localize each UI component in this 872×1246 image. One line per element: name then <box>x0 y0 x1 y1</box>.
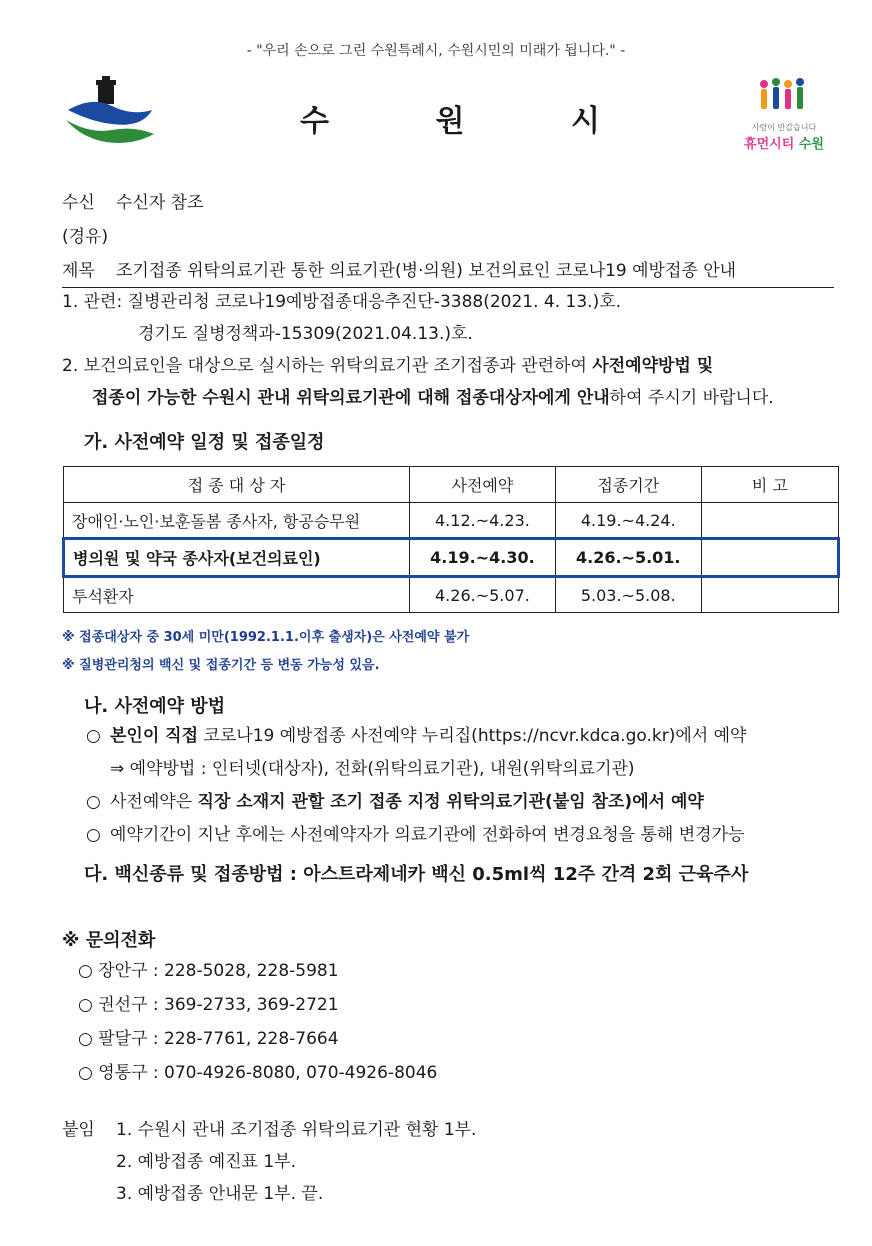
org-title-char: 수 <box>300 104 329 139</box>
attachment-text: 2. 예방접종 예진표 1부. <box>116 1152 297 1172</box>
table-header: 접종기간 <box>555 467 701 503</box>
table-cell: 4.26.~5.07. <box>410 577 556 613</box>
org-title-char: 시 <box>571 104 600 139</box>
attachment-item <box>62 1146 476 1178</box>
table-header: 사전예약 <box>410 467 556 503</box>
table-cell: 투석환자 <box>64 577 410 613</box>
logo-brand-text: 휴먼시티 <box>744 137 795 152</box>
table-cell <box>701 577 838 613</box>
table-header: 비 고 <box>701 467 838 503</box>
table-cell <box>701 503 838 539</box>
contact-item: ○ 팔달구 : 228-7761, 228-7664 <box>78 1029 339 1049</box>
humancity-logo <box>734 78 834 152</box>
age-restriction-note: ※ 접종대상자 중 30세 미만(1992.1.1.이후 출생자)은 사전예약 불가 <box>62 630 470 645</box>
slogan: - "우리 손으로 그린 수원특례시, 수원시민의 미래가 됩니다." - <box>246 43 626 59</box>
table-cell <box>701 539 838 577</box>
organization-title <box>300 96 600 140</box>
list-subitem <box>86 753 846 786</box>
section-da-title: 다. 백신종류 및 접종방법 : 아스트라제네카 백신 0.5ml씩 12주 간격 2회 근육주사 <box>84 864 749 885</box>
table-cell: 병의원 및 약국 종사자(보건의료인) <box>64 539 410 577</box>
request-text-b: 사전예약방법 및 <box>592 356 714 376</box>
humancity-suwon-people-icon <box>754 78 814 116</box>
table-cell: 4.19.~4.30. <box>410 539 556 577</box>
logo-brand <box>744 137 824 152</box>
contact-item: ○ 영통구 : 070-4926-8080, 070-4926-8046 <box>78 1063 438 1083</box>
suwon-city-emblem-icon <box>62 76 158 146</box>
item2-pre: 사전예약은 <box>110 792 198 812</box>
schedule-table <box>62 466 840 613</box>
list-item <box>86 819 846 852</box>
table-cell: 5.03.~5.08. <box>555 577 701 613</box>
item1-sub: ⇒ 예약방법 : 인터넷(대상자), 전화(위탁의료기관), 내원(위탁의료기관) <box>110 759 635 779</box>
attachments-label: 붙임 <box>62 1120 95 1140</box>
table-header-row <box>64 467 839 503</box>
reference-line-1: 1. 관련: 질병관리청 코로나19예방접종대응추진단-3388(2021. 4. 13.)호. <box>62 292 622 312</box>
reference-line-2: 경기도 질병정책과-15309(2021.04.13.)호. <box>138 324 473 344</box>
list-item <box>86 786 846 819</box>
request-text-d: 하여 주시기 바랍니다. <box>609 388 774 408</box>
recipient-value: 수신자 참조 <box>116 193 204 213</box>
item2-bold: 직장 소재지 관할 조기 접종 지정 위탁의료기관(붙임 참조)에서 예약 <box>197 792 704 812</box>
item1-rest: 코로나19 예방접종 사전예약 누리집(https://ncvr.kdca.go.kr)에서 예약 <box>198 726 747 746</box>
table-row <box>64 503 839 539</box>
attachment-item <box>62 1114 476 1146</box>
contact-title: ※ 문의전화 <box>62 930 156 951</box>
subject-value: 조기접종 위탁의료기관 통한 의료기관(병·의원) 보건의료인 코로나19 예방접종 안내 <box>116 261 737 281</box>
item3-text: 예약기간이 지난 후에는 사전예약자가 의료기관에 전화하여 변경요청을 통해 변경가능 <box>110 825 745 845</box>
circle-bullet-icon: ○ <box>86 792 101 812</box>
table-cell: 4.26.~5.01. <box>555 539 701 577</box>
list-item <box>86 720 846 753</box>
circle-bullet-icon: ○ <box>86 825 101 845</box>
attachment-text: 1. 수원시 관내 조기접종 위탁의료기관 현황 1부. <box>116 1120 477 1140</box>
item1-bold: 본인이 직접 <box>110 726 199 746</box>
table-cell: 4.19.~4.24. <box>555 503 701 539</box>
recipient-line <box>62 188 204 213</box>
request-text-a: 2. 보건의료인을 대상으로 실시하는 위탁의료기관 조기접종과 관련하여 <box>62 356 593 376</box>
contact-item: ○ 장안구 : 228-5028, 228-5981 <box>78 961 339 981</box>
reference-paragraph <box>62 286 834 350</box>
attachment-item <box>62 1178 476 1210</box>
contact-item: ○ 권선구 : 369-2733, 369-2721 <box>78 995 339 1015</box>
table-cell: 장애인·노인·보훈돌봄 종사자, 항공승무원 <box>64 503 410 539</box>
logo-city: 수원 <box>798 137 824 152</box>
request-line-2 <box>62 382 834 414</box>
recipient-label: 수신 <box>62 193 95 213</box>
table-cell: 4.12.~4.23. <box>410 503 556 539</box>
table-row <box>64 577 839 613</box>
contact-list <box>78 954 437 1090</box>
org-title-char: 원 <box>435 104 465 139</box>
via-line: (경유) <box>62 227 109 247</box>
request-text-c: 접종이 가능한 수원시 관내 위탁의료기관에 대해 접종대상자에게 안내 <box>92 388 610 408</box>
subject-line <box>62 256 834 288</box>
section-na-title: 나. 사전예약 방법 <box>84 696 226 717</box>
logo-tagline: 사람이 반갑습니다 <box>751 123 817 132</box>
table-header: 접 종 대 상 자 <box>64 467 410 503</box>
section-ga-title: 가. 사전예약 일정 및 접종일정 <box>84 432 325 453</box>
attachment-text: 3. 예방접종 안내문 1부. 끝. <box>116 1184 324 1204</box>
circle-bullet-icon: ○ <box>86 726 101 746</box>
table-row-highlighted <box>64 539 839 577</box>
reservation-method-list <box>86 720 846 852</box>
subject-label: 제목 <box>62 261 95 281</box>
request-paragraph <box>62 350 834 414</box>
attachments <box>62 1114 476 1210</box>
schedule-change-note: ※ 질병관리청의 백신 및 접종기간 등 변동 가능성 있음. <box>62 658 380 673</box>
